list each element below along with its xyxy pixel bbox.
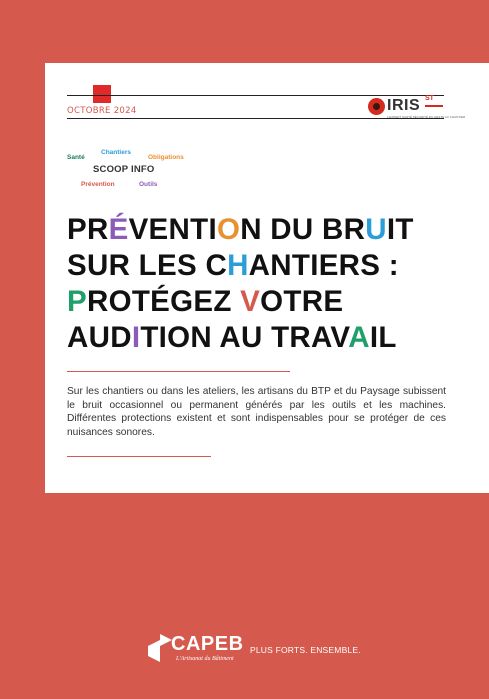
title-line-3: PROTÉGEZ VOTRE	[67, 285, 344, 318]
logo-bar	[425, 105, 443, 107]
title-line-4: AUDITION AU TRAVAIL	[67, 321, 397, 354]
red-square-mark	[93, 85, 111, 103]
capeb-wordmark: CAPEB	[171, 633, 244, 655]
cover-card	[45, 63, 489, 493]
issue-date: OCTOBRE 2024	[67, 106, 137, 116]
title-line-2: SUR LES CHANTIERS :	[67, 249, 399, 282]
logo-sup: ST	[425, 95, 434, 102]
top-rule	[67, 95, 444, 96]
tag-outils: Outils	[139, 181, 158, 188]
iris-logo	[368, 95, 466, 119]
tag-chantiers: Chantiers	[101, 149, 131, 156]
divider-top	[67, 371, 290, 372]
footer-brand	[146, 630, 366, 670]
tag-scoop-info: SCOOP INFO	[93, 164, 155, 175]
intro-paragraph: Sur les chantiers ou dans les ateliers, les artisans du BTP et du Paysage subissent le bruit occasionnel ou permanent générés par les outils et les machines. Différentes protections existent et sont indispensables pour se protéger de ces nuisances sonores.	[67, 386, 446, 438]
tag-obligations: Obligations	[148, 154, 184, 161]
divider-bottom	[67, 456, 211, 457]
tag-prevention: Prévention	[81, 181, 115, 188]
capeb-subtitle: L'Artisanat du Bâtiment	[176, 656, 234, 662]
footer-tagline: PLUS FORTS. ENSEMBLE.	[250, 645, 361, 655]
eye-icon	[368, 98, 385, 115]
logo-tagline: L'EXPERT SANTÉ SÉCURITÉ DU GESTE AU CHANTIER	[387, 115, 466, 119]
tag-sante: Santé	[67, 154, 85, 161]
title-line-1: PRÉVENTION DU BRUIT	[67, 213, 414, 246]
logo-word: IRIS	[387, 97, 421, 114]
page-title	[67, 212, 477, 356]
